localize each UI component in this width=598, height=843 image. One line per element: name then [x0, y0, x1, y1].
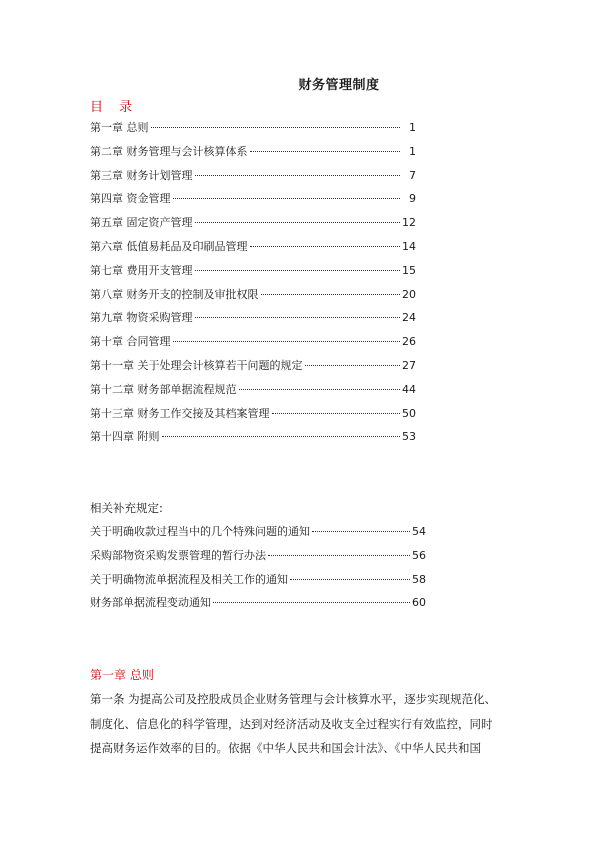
toc-entry-page-number: 24 [402, 311, 416, 325]
toc-entry-page-number: 20 [402, 287, 416, 301]
toc-entry[interactable] [90, 167, 416, 191]
toc-entry-label: 第一章 总则 [90, 121, 149, 134]
dot-leader [173, 341, 401, 342]
toc-entry-page-number: 53 [402, 430, 416, 444]
toc-entry-page-number: 14 [402, 239, 416, 253]
toc-entry[interactable] [90, 547, 426, 571]
toc-entry-label: 第四章 资金管理 [90, 192, 171, 206]
toc-entry-label: 第七章 费用开支管理 [90, 263, 193, 277]
dot-leader [305, 365, 401, 366]
toc-heading: 目 录 [90, 100, 139, 115]
dot-leader [250, 246, 401, 247]
toc-entry-page-number: 12 [402, 216, 416, 230]
toc-entry-page-number: 27 [402, 358, 416, 372]
toc-entry[interactable] [90, 357, 416, 381]
toc-entry[interactable] [90, 262, 416, 286]
paragraph-line: 提高财务运作效率的目的。依据《中华人民共和国会计法》、《中华人民共和国 [90, 741, 481, 755]
toc-entry[interactable] [90, 594, 426, 618]
toc-entry-label: 关于明确收款过程当中的几个特殊问题的通知 [90, 525, 310, 538]
toc-entry-label: 第十二章 财务部单据流程规范 [90, 382, 237, 396]
toc-entry[interactable] [90, 333, 416, 357]
dot-leader [272, 413, 401, 414]
dot-leader [195, 270, 401, 271]
dot-leader [213, 602, 410, 603]
toc-entry-page-number: 1 [409, 144, 416, 158]
toc-entry-label: 采购部物资采购发票管理的暂行办法 [90, 548, 266, 562]
toc-entry-label: 第八章 财务开支的控制及审批权限 [90, 287, 259, 301]
toc-entry-label: 第十一章 关于处理会计核算若干问题的规定 [90, 358, 303, 372]
toc-entry-label: 第三章 财务计划管理 [90, 168, 193, 182]
toc-entry-page-number: 9 [409, 192, 416, 206]
toc-entry-label: 第九章 物资采购管理 [90, 311, 193, 325]
toc-entry[interactable] [90, 405, 416, 429]
toc-entry[interactable] [90, 428, 416, 452]
table-of-contents [90, 119, 416, 452]
toc-entry-label: 第五章 固定资产管理 [90, 216, 193, 230]
dot-leader [173, 198, 401, 199]
toc-entry-page-number: 7 [409, 168, 416, 182]
dot-leader [268, 555, 410, 556]
dot-leader [239, 389, 401, 390]
toc-entry-label: 第十章 合同管理 [90, 335, 171, 349]
paragraph-line: 第一条 为提高公司及控股成员企业财务管理与会计核算水平，逐步实现规范化、 [90, 692, 497, 706]
dot-leader [312, 531, 410, 532]
toc-entry[interactable] [90, 286, 416, 310]
supplement-list [90, 523, 426, 618]
toc-entry[interactable] [90, 523, 426, 547]
toc-entry[interactable] [90, 381, 416, 405]
toc-entry-page-number: 58 [412, 572, 426, 586]
toc-entry[interactable] [90, 309, 416, 333]
toc-entry[interactable] [90, 119, 416, 143]
toc-entry-label: 第六章 低值易耗品及印刷品管理 [90, 239, 248, 253]
dot-leader [250, 151, 401, 152]
toc-entry-label: 第十三章 财务工作交接及其档案管理 [90, 406, 270, 420]
paragraph-line: 制度化、信息化的科学管理，达到对经济活动及收支全过程实行有效监控，同时 [90, 716, 493, 731]
dot-leader [162, 436, 401, 437]
chapter-heading: 第一章 总则 [90, 668, 154, 682]
toc-entry-label: 第十四章 附则 [90, 430, 160, 444]
supplement-heading: 相关补充规定: [90, 501, 163, 515]
toc-entry-page-number: 50 [402, 406, 416, 420]
dot-leader [195, 222, 401, 223]
toc-entry-label: 关于明确物流单据流程及相关工作的通知 [90, 572, 288, 586]
toc-entry[interactable] [90, 190, 416, 214]
dot-leader [290, 579, 410, 580]
toc-entry-page-number: 54 [412, 525, 426, 538]
toc-entry-page-number: 26 [402, 335, 416, 349]
toc-entry[interactable] [90, 238, 416, 262]
toc-entry[interactable] [90, 571, 426, 595]
toc-entry-page-number: 56 [412, 548, 426, 562]
toc-entry-page-number: 15 [402, 263, 416, 277]
dot-leader [195, 317, 401, 318]
toc-entry-page-number: 60 [412, 596, 426, 610]
dot-leader [261, 294, 401, 295]
dot-leader [195, 175, 401, 176]
toc-entry-label: 第二章 财务管理与会计核算体系 [90, 144, 248, 158]
toc-entry-page-number: 44 [402, 382, 416, 396]
chapter-paragraph [90, 687, 518, 761]
dot-leader [151, 127, 401, 128]
toc-entry[interactable] [90, 214, 416, 238]
document-title: 财务管理制度 [298, 78, 380, 93]
toc-entry[interactable] [90, 143, 416, 167]
toc-entry-label: 财务部单据流程变动通知 [90, 596, 211, 610]
toc-entry-page-number: 1 [409, 121, 416, 134]
